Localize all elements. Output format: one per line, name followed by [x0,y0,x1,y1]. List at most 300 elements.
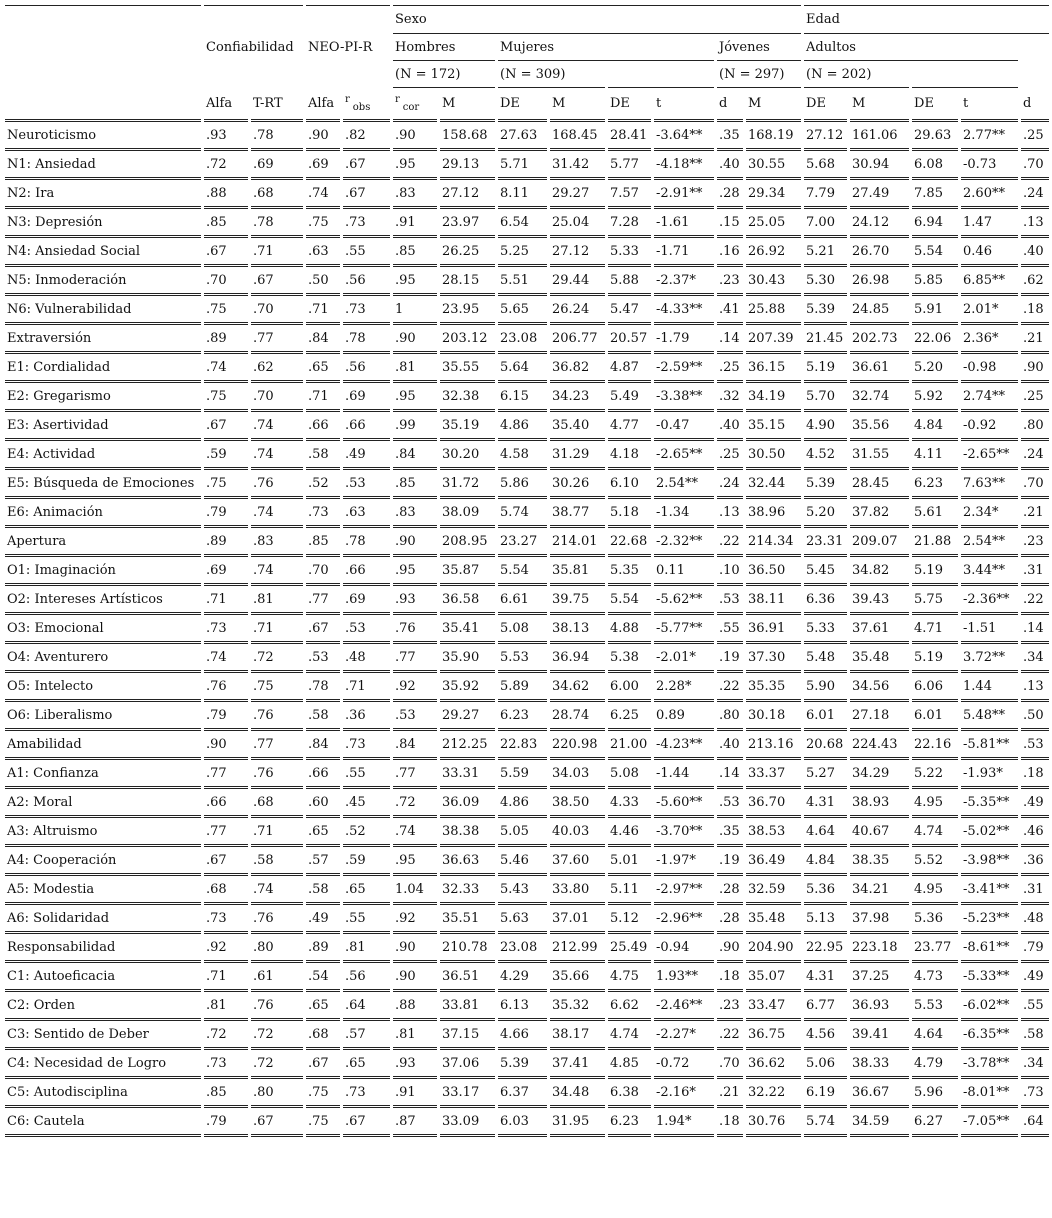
table-cell: 6.61 [498,586,547,615]
table-cell: 22.95 [804,934,847,963]
table-cell: 5.91 [912,296,958,325]
table-cell: -1.97* [654,847,714,876]
table-cell: .64 [343,992,390,1021]
table-cell: 29.63 [912,122,958,151]
row-label: C5: Autodisciplina [5,1079,201,1108]
table-cell: 2.28* [654,673,714,702]
table-cell: 36.58 [440,586,495,615]
table-cell: 5.74 [498,499,547,528]
table-cell: .85 [204,1079,248,1108]
col-trt: T-RT [251,88,303,122]
table-cell: .76 [393,615,437,644]
table-cell: 5.61 [912,499,958,528]
n-jovenes: (N = 297) [717,61,801,88]
table-cell: .68 [204,876,248,905]
table-cell: -7.05** [961,1108,1018,1137]
table-cell: -0.92 [961,412,1018,441]
row-label: A6: Solidaridad [5,905,201,934]
table-cell: .40 [717,151,743,180]
table-cell: 37.30 [746,644,801,673]
table-cell: -4.33** [654,296,714,325]
table-cell: 35.87 [440,557,495,586]
table-cell: .58 [306,441,340,470]
table-cell: .71 [204,586,248,615]
table-cell: 24.12 [850,209,909,238]
table-cell: .73 [343,731,390,760]
table-cell: .77 [393,760,437,789]
table-cell: .53 [343,470,390,499]
table-cell: -2.16* [654,1079,714,1108]
table-cell: .83 [393,499,437,528]
table-cell: .21 [717,1079,743,1108]
table-cell: 39.41 [850,1021,909,1050]
table-cell: .80 [1021,412,1049,441]
table-cell: 27.49 [850,180,909,209]
table-cell: 5.59 [498,760,547,789]
table-cell: 4.87 [608,354,651,383]
table-cell: 5.21 [804,238,847,267]
table-cell: 35.51 [440,905,495,934]
table-cell: 5.53 [498,644,547,673]
table-cell: 33.37 [746,760,801,789]
row-label: N2: Ira [5,180,201,209]
table-cell: 30.55 [746,151,801,180]
table-cell: 6.01 [804,702,847,731]
table-cell: 27.12 [550,238,605,267]
table-cell: 1.47 [961,209,1018,238]
table-cell: 5.13 [804,905,847,934]
table-cell: 6.15 [498,383,547,412]
table-cell: .78 [343,528,390,557]
table-cell: 34.82 [850,557,909,586]
table-cell: 5.92 [912,383,958,412]
table-cell: .66 [306,412,340,441]
table-cell: 5.33 [804,615,847,644]
table-row [5,383,1049,412]
table-cell: .70 [306,557,340,586]
table-cell: .53 [306,644,340,673]
table-cell: .36 [343,702,390,731]
table-cell: .48 [343,644,390,673]
table-cell: 2.01* [961,296,1018,325]
table-cell: 21.88 [912,528,958,557]
table-cell: .21 [1021,499,1049,528]
table-cell: 30.18 [746,702,801,731]
table-cell: 34.03 [550,760,605,789]
table-cell: 2.77** [961,122,1018,151]
col-m-hombres: M [440,88,495,122]
table-cell: .28 [717,876,743,905]
table-cell: 6.38 [608,1079,651,1108]
table-cell: .66 [343,412,390,441]
table-cell: 7.85 [912,180,958,209]
table-cell: 5.70 [804,383,847,412]
table-cell: .83 [393,180,437,209]
table-cell: 34.21 [850,876,909,905]
row-label: E4: Actividad [5,441,201,470]
table-cell: 6.06 [912,673,958,702]
table-cell: -1.71 [654,238,714,267]
table-cell: 38.53 [746,818,801,847]
table-cell: 5.33 [608,238,651,267]
col-r-obs [343,88,390,122]
table-cell: .57 [343,1021,390,1050]
header-confiabilidad: Confiabilidad [206,40,294,55]
table-cell: 5.30 [804,267,847,296]
table-cell: 35.35 [746,673,801,702]
table-cell: 34.19 [746,383,801,412]
table-cell: 6.23 [608,1108,651,1137]
blank-cell [608,61,714,88]
table-cell: 33.17 [440,1079,495,1108]
table-cell: 223.18 [850,934,909,963]
blank-cell [912,61,1018,88]
table-cell: .73 [343,296,390,325]
table-cell: 38.17 [550,1021,605,1050]
table-cell: 4.86 [498,789,547,818]
table-cell: .71 [251,818,303,847]
table-cell: 36.61 [850,354,909,383]
row-label: E6: Animación [5,499,201,528]
table-cell: .63 [343,499,390,528]
table-row [5,412,1049,441]
table-cell: .49 [343,441,390,470]
table-cell: .70 [204,267,248,296]
table-cell: 38.77 [550,499,605,528]
table-cell: .24 [1021,180,1049,209]
table-cell: 35.92 [440,673,495,702]
table-cell: 23.31 [804,528,847,557]
table-cell: .66 [343,557,390,586]
table-cell: 38.33 [850,1050,909,1079]
table-cell: .85 [204,209,248,238]
row-label: O3: Emocional [5,615,201,644]
table-cell: .77 [393,644,437,673]
table-cell: 5.47 [608,296,651,325]
table-cell: 5.20 [912,354,958,383]
table-cell: 4.33 [608,789,651,818]
table-cell: .31 [1021,557,1049,586]
row-label: N5: Inmoderación [5,267,201,296]
table-cell: .71 [204,963,248,992]
table-cell: 3.44** [961,557,1018,586]
table-cell: .58 [306,876,340,905]
table-cell: .73 [204,905,248,934]
table-cell: .58 [306,702,340,731]
table-cell: .73 [204,1050,248,1079]
table-cell: 5.19 [912,644,958,673]
table-cell: 38.93 [850,789,909,818]
table-cell: 34.29 [850,760,909,789]
table-cell: 5.65 [498,296,547,325]
table-cell: .53 [393,702,437,731]
table-cell: .59 [343,847,390,876]
table-row [5,818,1049,847]
header-neo-pi-r: NEO-PI-R [308,40,373,55]
table-cell: -4.18** [654,151,714,180]
table-cell: .89 [204,325,248,354]
table-cell: .77 [306,586,340,615]
table-cell: 212.99 [550,934,605,963]
table-row [5,673,1049,702]
table-cell: -2.97** [654,876,714,905]
table-cell: .95 [393,267,437,296]
table-cell: 36.75 [746,1021,801,1050]
table-row [5,992,1049,1021]
table-cell: .19 [717,644,743,673]
table-cell: .53 [717,789,743,818]
table-cell: .83 [251,528,303,557]
table-cell: 4.11 [912,441,958,470]
table-cell: -2.59** [654,354,714,383]
table-cell: 4.56 [804,1021,847,1050]
table-cell: .75 [204,470,248,499]
table-cell: 23.27 [498,528,547,557]
table-cell: 210.78 [440,934,495,963]
table-cell: .67 [306,1050,340,1079]
table-cell: .66 [204,789,248,818]
table-cell: 36.62 [746,1050,801,1079]
table-cell: .69 [204,557,248,586]
table-cell: .62 [251,354,303,383]
table-row [5,1079,1049,1108]
table-cell: 38.35 [850,847,909,876]
row-label: E5: Búsqueda de Emociones [5,470,201,499]
table-cell: 36.15 [746,354,801,383]
table-cell: 1.44 [961,673,1018,702]
col-de-adultos: DE [912,88,958,122]
header-mujeres: Mujeres [498,34,714,61]
table-cell: 5.64 [498,354,547,383]
row-label: O6: Liberalismo [5,702,201,731]
table-cell: 20.57 [608,325,651,354]
table-cell: .65 [306,354,340,383]
table-cell: -1.79 [654,325,714,354]
table-cell: 5.96 [912,1079,958,1108]
table-cell: 206.77 [550,325,605,354]
table-cell: -1.93* [961,760,1018,789]
table-cell: 4.58 [498,441,547,470]
table-cell: .25 [1021,122,1049,151]
table-cell: 6.23 [912,470,958,499]
table-cell: .65 [306,818,340,847]
table-cell: .67 [251,267,303,296]
table-cell: .74 [251,412,303,441]
col-de-jovenes: DE [804,88,847,122]
table-cell: .63 [306,238,340,267]
table-cell: -0.94 [654,934,714,963]
table-cell: 25.05 [746,209,801,238]
table-cell: 35.40 [550,412,605,441]
table-row [5,934,1049,963]
table-cell: -5.23** [961,905,1018,934]
table-cell: 37.61 [850,615,909,644]
table-cell: .91 [393,209,437,238]
table-cell: .60 [306,789,340,818]
table-cell: -5.81** [961,731,1018,760]
n-adultos: (N = 202) [804,61,909,88]
table-cell: .68 [251,789,303,818]
table-cell: 5.08 [498,615,547,644]
table-cell: 35.41 [440,615,495,644]
table-cell: .70 [1021,151,1049,180]
table-row [5,528,1049,557]
table-cell: .34 [1021,1050,1049,1079]
table-cell: -5.62** [654,586,714,615]
table-cell: 5.45 [804,557,847,586]
table-cell: -6.02** [961,992,1018,1021]
table-row [5,151,1049,180]
table-cell: .70 [251,296,303,325]
table-cell: 5.39 [498,1050,547,1079]
table-cell: 38.11 [746,586,801,615]
table-cell: 22.06 [912,325,958,354]
table-cell: .64 [1021,1108,1049,1137]
table-cell: .71 [251,615,303,644]
table-cell: 4.73 [912,963,958,992]
table-cell: 4.85 [608,1050,651,1079]
table-cell: 29.27 [440,702,495,731]
col-t-sexo: t [654,88,714,122]
table-cell: .14 [1021,615,1049,644]
table-cell: 30.26 [550,470,605,499]
table-cell: .92 [204,934,248,963]
table-cell: -0.72 [654,1050,714,1079]
table-cell: .72 [251,644,303,673]
table-cell: .31 [1021,876,1049,905]
table-cell: 26.24 [550,296,605,325]
table-cell: 33.31 [440,760,495,789]
table-cell: .72 [251,1021,303,1050]
table-cell: .74 [251,557,303,586]
table-cell: .73 [343,209,390,238]
table-cell: .18 [1021,760,1049,789]
table-row [5,1021,1049,1050]
table-cell: 24.85 [850,296,909,325]
table-row [5,325,1049,354]
table-cell: .71 [343,673,390,702]
table-cell: .92 [393,673,437,702]
table-cell: .84 [306,325,340,354]
table-cell: 4.86 [498,412,547,441]
table-cell: -4.23** [654,731,714,760]
table-cell: 4.84 [804,847,847,876]
table-cell: 32.22 [746,1079,801,1108]
table-cell: .67 [343,151,390,180]
table-cell: .84 [393,731,437,760]
table-cell: 5.43 [498,876,547,905]
table-cell: 4.31 [804,963,847,992]
table-cell: .52 [306,470,340,499]
table-cell: 0.46 [961,238,1018,267]
table-cell: -2.96** [654,905,714,934]
table-cell: 168.19 [746,122,801,151]
table-cell: 4.75 [608,963,651,992]
table-cell: 5.89 [498,673,547,702]
table-cell: 207.39 [746,325,801,354]
table-cell: 5.48 [804,644,847,673]
table-cell: 4.31 [804,789,847,818]
table-cell: .90 [306,122,340,151]
col-r-cor [393,88,437,122]
table-cell: .79 [204,499,248,528]
table-cell: 28.45 [850,470,909,499]
table-cell: 35.90 [440,644,495,673]
table-cell: .18 [717,1108,743,1137]
table-cell: 2.60** [961,180,1018,209]
table-cell: 4.29 [498,963,547,992]
table-cell: .71 [306,383,340,412]
table-cell: .90 [204,731,248,760]
table-cell: 5.27 [804,760,847,789]
table-cell: -3.41** [961,876,1018,905]
table-cell: .22 [717,1021,743,1050]
table-cell: .78 [343,325,390,354]
table-cell: .67 [343,180,390,209]
table-cell: -3.78** [961,1050,1018,1079]
table-cell: .36 [1021,847,1049,876]
r-obs-sub: obs [352,102,371,113]
col-de-hombres: DE [498,88,547,122]
table-cell: 204.90 [746,934,801,963]
table-cell: .65 [343,1050,390,1079]
table-cell: 5.71 [498,151,547,180]
table-cell: 5.90 [804,673,847,702]
table-cell: 34.56 [850,673,909,702]
row-label: Neuroticismo [5,122,201,151]
table-cell: .75 [204,296,248,325]
table-cell: 36.94 [550,644,605,673]
row-label: E1: Cordialidad [5,354,201,383]
table-cell: .62 [1021,267,1049,296]
row-label: Extraversión [5,325,201,354]
table-cell: .13 [1021,209,1049,238]
table-row [5,180,1049,209]
blank-cell [5,88,201,122]
table-cell: .90 [393,528,437,557]
table-cell: 26.98 [850,267,909,296]
table-cell: .76 [251,702,303,731]
n-hombres: (N = 172) [393,61,495,88]
table-row [5,789,1049,818]
table-cell: -3.64** [654,122,714,151]
table-cell: 35.66 [550,963,605,992]
table-cell: .67 [306,615,340,644]
table-cell: .14 [717,325,743,354]
table-cell: .66 [306,760,340,789]
table-cell: 35.15 [746,412,801,441]
table-cell: 33.47 [746,992,801,1021]
table-cell: .13 [1021,673,1049,702]
blank-cell [5,34,201,61]
table-cell: 5.63 [498,905,547,934]
table-row [5,963,1049,992]
table-cell: -8.61** [961,934,1018,963]
table-cell: 6.36 [804,586,847,615]
table-cell: 7.00 [804,209,847,238]
table-cell: .28 [717,905,743,934]
table-cell: 36.70 [746,789,801,818]
table-cell: 36.50 [746,557,801,586]
table-cell: -5.77** [654,615,714,644]
table-cell: .73 [1021,1079,1049,1108]
table-cell: .85 [306,528,340,557]
table-cell: .74 [306,180,340,209]
table-cell: .34 [1021,644,1049,673]
table-cell: .71 [306,296,340,325]
header-adultos: Adultos [804,34,1018,61]
table-cell: 30.94 [850,151,909,180]
